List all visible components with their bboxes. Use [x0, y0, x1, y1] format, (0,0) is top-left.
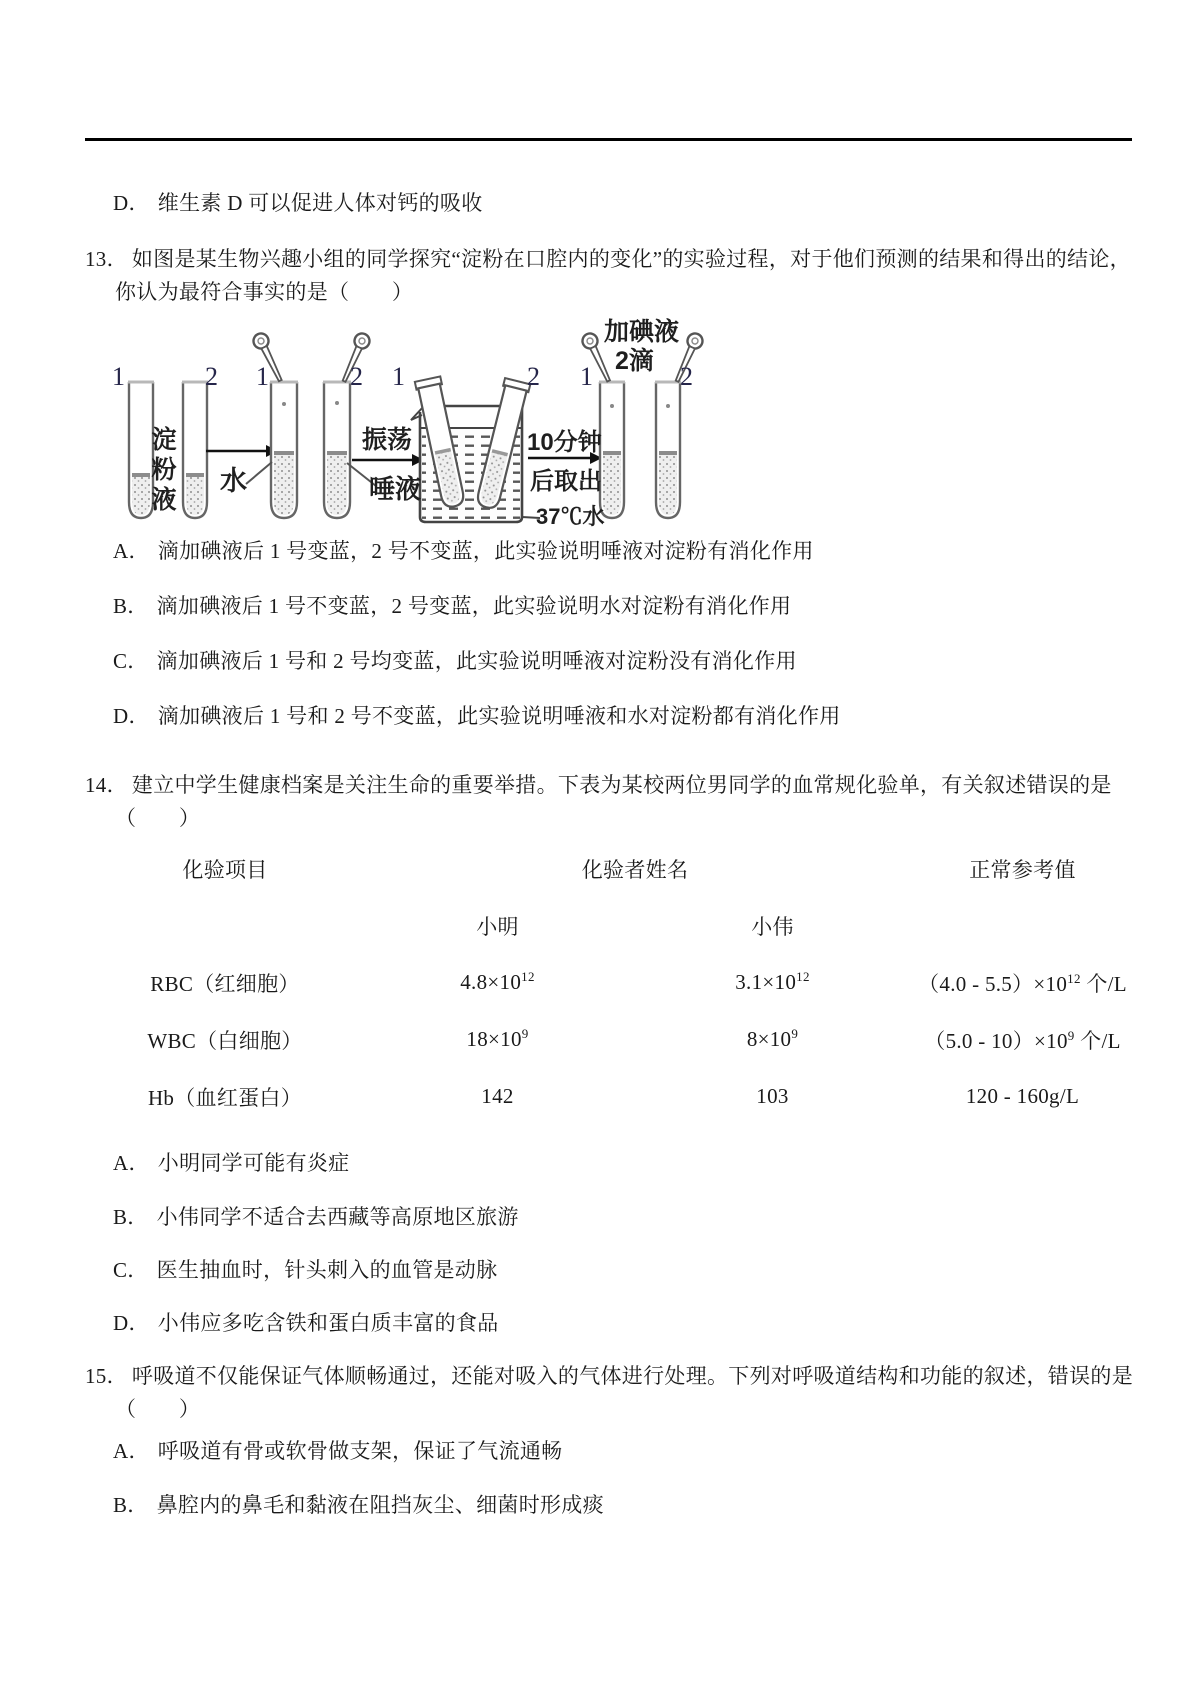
option-label: C．: [113, 649, 149, 673]
option-12d: [113, 190, 483, 216]
q14-option-c: [113, 1257, 497, 1283]
value-exponent: 12: [1067, 970, 1081, 986]
take-out-label: 后取出: [530, 468, 602, 495]
water-label: 水: [220, 466, 247, 496]
option-text: 小伟应多吃含铁和蛋白质丰富的食品: [157, 1311, 499, 1335]
q13-option-d: [113, 703, 841, 729]
table-cell-value: [466, 1027, 528, 1052]
option-text: 滴加碘液后 1 号和 2 号均变蓝，此实验说明唾液对淀粉没有消化作用: [156, 649, 797, 673]
value-unit: 个/L: [1080, 971, 1127, 996]
shake-label: 振荡: [362, 426, 413, 454]
value-exponent: 12: [521, 969, 535, 984]
table-subheader-xiaowei: 小伟: [751, 914, 794, 939]
option-label: B．: [113, 594, 149, 618]
option-label: D．: [113, 1311, 150, 1335]
table-cell-reference: [918, 968, 1127, 998]
test-tube-c1: [599, 382, 625, 518]
arrow-step1: [206, 445, 278, 457]
drops-label: 2滴: [615, 347, 654, 375]
option-text: 滴加碘液后 1 号和 2 号不变蓝，此实验说明唾液和水对淀粉都有消化作用: [157, 704, 841, 728]
tube-number-b1: 1: [256, 362, 269, 391]
value-exponent: 9: [1067, 1027, 1075, 1043]
value-unit: 个/L: [1074, 1028, 1121, 1053]
q13-option-a: [113, 538, 814, 564]
table-cell-value: [756, 1084, 788, 1109]
option-text: 小伟同学不适合去西藏等高原地区旅游: [156, 1205, 519, 1229]
value-base: 3.1×10: [735, 970, 797, 994]
tube-number-k1: 1: [392, 362, 405, 391]
test-tube-c2: [655, 382, 681, 518]
test-tube-b1: [270, 382, 298, 518]
table-cell-value: [747, 1027, 798, 1052]
water-bath-label: 37℃水: [536, 504, 605, 529]
value-base: 8×10: [746, 1027, 792, 1051]
option-label: A．: [113, 1439, 150, 1463]
tube-number-b2: 2: [350, 362, 363, 391]
value-base: 142: [481, 1084, 514, 1108]
q14-option-d: [113, 1310, 499, 1336]
value-base: （4.0 - 5.5）×10: [918, 971, 1068, 996]
value-base: 103: [756, 1084, 789, 1108]
option-label: A．: [113, 539, 150, 563]
arrow-step2: [352, 454, 424, 466]
q13-option-b: [113, 593, 791, 619]
option-label: A．: [113, 1151, 150, 1175]
option-text: 滴加碘液后 1 号不变蓝，2 号变蓝，此实验说明水对淀粉有消化作用: [156, 594, 792, 618]
q14-stem-line2: （ ）: [115, 806, 201, 830]
iodine-label: 加碘液: [604, 318, 680, 346]
q15-option-b: [113, 1492, 604, 1518]
table-header-item: 化验项目: [182, 857, 268, 882]
table-header-names: 化验者姓名: [581, 857, 689, 882]
q15-number: 15．: [85, 1364, 128, 1388]
q13-figure: [0, 295, 1200, 530]
q13-stem-line2: 你认为最符合事实的是（ ）: [115, 280, 414, 304]
test-tube-b2: [323, 382, 351, 518]
tube-number-c2: 2: [680, 362, 693, 391]
option-text: 维生素 D 可以促进人体对钙的吸收: [157, 191, 483, 215]
test-tube-a2: [182, 382, 208, 518]
option-label: D．: [113, 704, 150, 728]
table-cell-value: [460, 970, 535, 995]
value-base: 4.8×10: [460, 970, 522, 994]
value-base: （5.0 - 10）×10: [924, 1028, 1068, 1053]
ten-minutes-label: 10分钟: [527, 429, 602, 456]
q14-option-b: [113, 1204, 519, 1230]
table-header-reference: 正常参考值: [969, 857, 1076, 882]
starch-label: 淀粉液: [148, 426, 176, 516]
q14-option-a: [113, 1150, 349, 1176]
table-cell-reference: [966, 1084, 1079, 1109]
value-base: 18×10: [466, 1027, 522, 1051]
table-cell-item: WBC（白细胞）: [147, 1028, 303, 1053]
option-text: 小明同学可能有炎症: [157, 1151, 350, 1175]
option-text: 滴加碘液后 1 号变蓝，2 号不变蓝，此实验说明唾液对淀粉有消化作用: [157, 539, 814, 563]
q14-stem-line1: 建立中学生健康档案是关注生命的重要举措。下表为某校两位男同学的血常规化验单，有关叙述错误的是: [131, 773, 1112, 797]
tube-number-a1: 1: [112, 362, 125, 391]
q15-option-a: [113, 1438, 562, 1464]
q15-stem-line1: 呼吸道不仅能保证气体顺畅通过，还能对吸入的气体进行处理。下列对呼吸道结构和功能的叙述，错误的是: [131, 1364, 1134, 1388]
option-label: B．: [113, 1205, 149, 1229]
q15-stem-line2: （ ）: [115, 1397, 201, 1421]
table-cell-item: RBC（红细胞）: [150, 971, 300, 996]
option-label: B．: [113, 1493, 149, 1517]
table-cell-value: [481, 1084, 513, 1109]
option-label: C．: [113, 1258, 149, 1282]
q14-stem: [85, 769, 1112, 835]
table-cell-item: Hb（血红蛋白）: [147, 1085, 303, 1110]
table-cell-reference: [924, 1025, 1120, 1055]
option-label: D．: [113, 191, 150, 215]
q15-stem: [85, 1360, 1133, 1426]
table-subheader-xiaoming: 小明: [476, 914, 519, 939]
q13-option-c: [113, 648, 797, 674]
q14-number: 14．: [85, 773, 128, 797]
water-pointer-line: [246, 462, 272, 484]
option-text: 医生抽血时，针头刺入的血管是动脉: [156, 1258, 498, 1282]
divider-rule: [85, 138, 1132, 141]
option-text: 呼吸道有骨或软骨做支架，保证了气流通畅: [157, 1439, 563, 1463]
q13-stem-line1: 如图是某生物兴趣小组的同学探究“淀粉在口腔内的变化”的实验过程，对于他们预测的结果和得出的结论，: [131, 247, 1131, 271]
value-base: 120 - 160g/L: [965, 1084, 1080, 1108]
value-exponent: 9: [791, 1026, 799, 1041]
value-exponent: 12: [796, 969, 810, 984]
blood-test-table: [90, 840, 1135, 1125]
tube-number-a2: 2: [205, 362, 218, 391]
table-cell-value: [735, 970, 810, 995]
tube-number-c1: 1: [580, 362, 593, 391]
q13-number: 13．: [85, 247, 128, 271]
option-text: 鼻腔内的鼻毛和黏液在阻挡灰尘、细菌时形成痰: [156, 1493, 604, 1517]
tube-number-k2: 2: [527, 362, 540, 391]
saliva-label: 唾液: [369, 474, 422, 504]
value-exponent: 9: [521, 1026, 529, 1041]
